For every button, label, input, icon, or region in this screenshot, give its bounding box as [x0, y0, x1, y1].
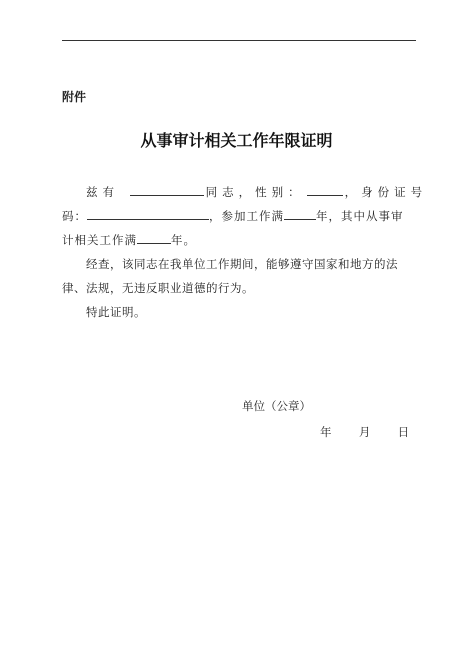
name-blank — [130, 183, 204, 196]
para1-text-c: ，身份证号 — [344, 185, 428, 199]
seal-label: 单位（公章） — [242, 399, 311, 413]
gender-blank — [307, 183, 343, 196]
para1-text-f: 年，其中从事审 — [316, 209, 404, 223]
para1-text-e: ，参加工作满 — [209, 209, 284, 223]
para1-line1 — [86, 183, 427, 200]
para1-text-a: 兹有 — [86, 185, 119, 199]
para1-text-h: 年。 — [171, 233, 196, 247]
date-month: 月 — [358, 425, 371, 439]
para1-text-d: 码： — [62, 209, 87, 223]
attachment-label: 附件 — [62, 90, 87, 104]
id-number-blank — [87, 207, 209, 220]
audit-years-blank — [137, 231, 171, 244]
date-day: 日 — [397, 425, 410, 439]
para1-text-g: 计相关工作满 — [62, 233, 137, 247]
para3-text: 特此证明。 — [86, 305, 146, 319]
date-line — [320, 424, 409, 440]
header-rule — [62, 40, 416, 41]
para1-line3 — [62, 231, 196, 248]
para2-line1: 经查，该同志在我单位工作期间，能够遵守国家和地方的法 — [86, 257, 398, 271]
date-year: 年 — [320, 425, 332, 439]
para2-line2: 律、法规，无违反职业道德的行为。 — [62, 281, 254, 295]
document-title: 从事审计相关工作年限证明 — [140, 131, 333, 150]
para1-line2 — [62, 207, 404, 224]
para1-text-b: 同志，性别： — [205, 185, 305, 199]
work-years-blank — [284, 207, 316, 220]
